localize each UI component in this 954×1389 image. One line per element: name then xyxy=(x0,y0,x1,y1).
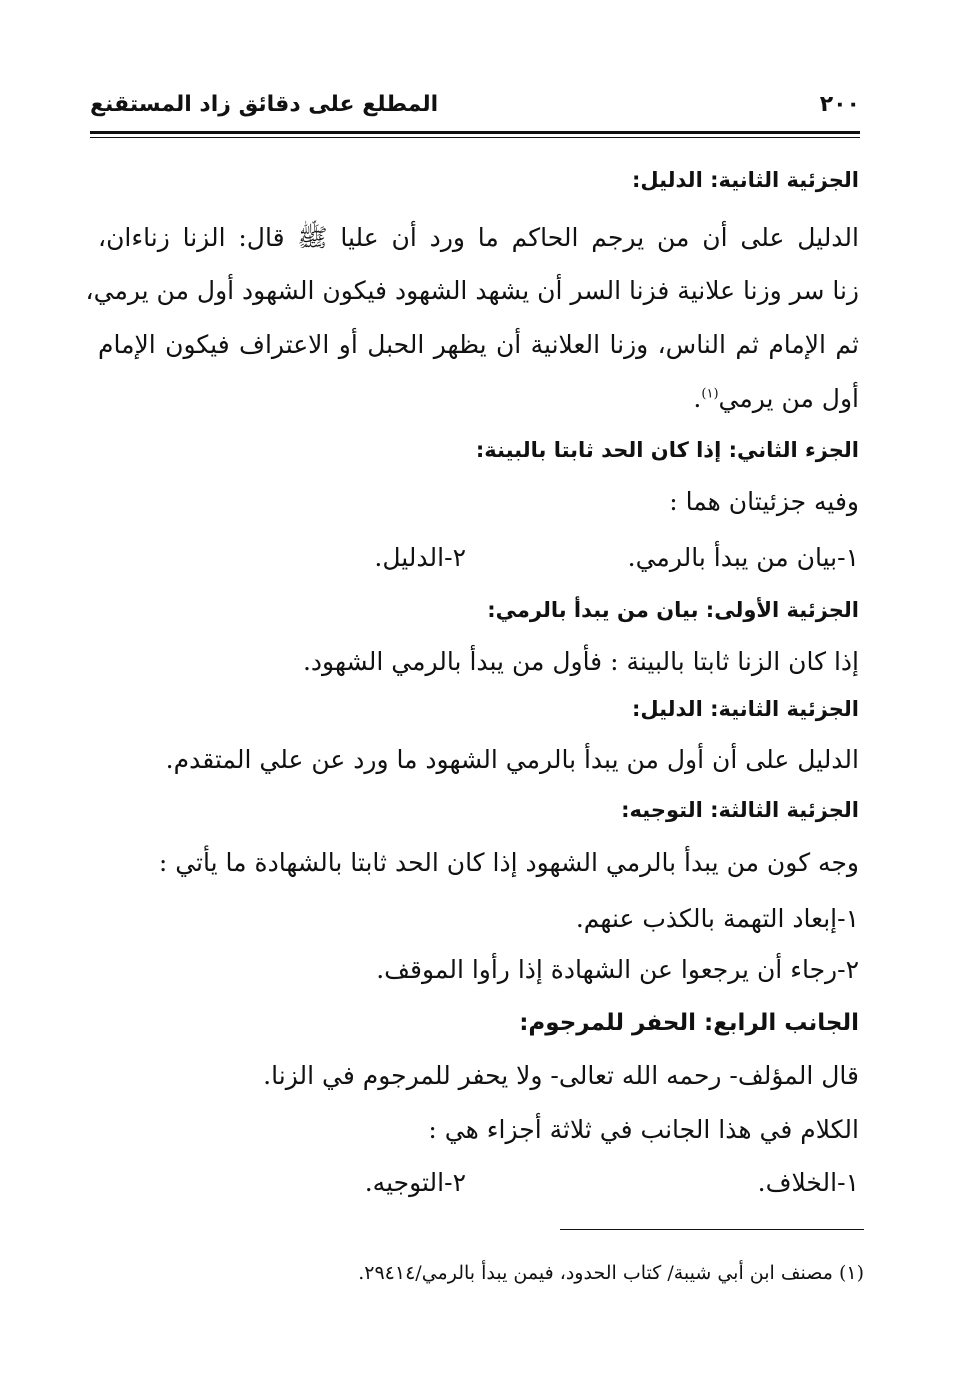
subsection-heading-reasoning: الجزئية الثالثة: التوجيه: xyxy=(621,798,859,822)
paragraph-witnesses-first: إذا كان الزنا ثابتا بالبينة : فأول من يبدأ بالرمي الشهود. xyxy=(302,647,859,676)
subsection-heading-first: الجزئية الأولى: بيان من يبدأ بالرمي: xyxy=(487,598,859,622)
header-rule-thin xyxy=(90,137,860,138)
list-item-disagreement: ١-الخلاف. xyxy=(757,1168,859,1197)
paragraph-line-1: الدليل على أن من يرجم الحاكم ما ورد أن عليا ﷺ قال: الزنا زناءان، xyxy=(98,223,859,252)
subsection-heading-evidence-2: الجزئية الثانية: الدليل: xyxy=(631,697,859,721)
reason-item-2: ٢-رجاء أن يرجعوا عن الشهادة إذا رأوا الموقف. xyxy=(376,955,859,984)
reason-item-1: ١-إبعاد التهمة بالكذب عنهم. xyxy=(575,904,859,933)
running-header xyxy=(90,92,860,126)
part-heading-two: الجزء الثاني: إذا كان الحد ثابتا بالبينة: xyxy=(475,438,859,462)
paragraph-line-3: ثم الإمام ثم الناس، وزنا العلانية أن يظهر الحبل أو الاعتراف فيكون الإمام xyxy=(98,330,859,359)
footnote-rule xyxy=(560,1229,864,1230)
author-quote: قال المؤلف- رحمه الله تعالى- ولا يحفر للمرجوم في الزنا. xyxy=(263,1061,859,1090)
section-heading-fourth: الجانب الرابع: الحفر للمرجوم: xyxy=(519,1010,859,1036)
footnote: (١) مصنف ابن أبي شيبة/ كتاب الحدود، فيمن يبدأ بالرمي/٢٩٤١٤. xyxy=(358,1262,864,1284)
book-title: المطلع على دقائق زاد المستقنع xyxy=(90,92,439,117)
list-item-reasoning: ٢-التوجيه. xyxy=(364,1168,466,1197)
paragraph-line-4: أول من يرمي$^{(١)}$. xyxy=(693,384,859,413)
paragraph-two-subparts: وفيه جزئيتان هما : xyxy=(669,487,859,516)
paragraph-three-parts: الكلام في هذا الجانب في ثلاثة أجزاء هي : xyxy=(428,1115,859,1144)
page-number: ٢٠٠ xyxy=(819,92,860,117)
paragraph-reasoning: وجه كون من يبدأ بالرمي الشهود إذا كان الحد ثابتا بالشهادة ما يأتي : xyxy=(158,848,859,877)
paragraph-line-4-text: أول من يرمي xyxy=(718,384,859,413)
list-item-2: ٢-الدليل. xyxy=(374,543,466,572)
footnote-marker: (١) xyxy=(701,386,719,402)
header-rule-thick xyxy=(90,131,860,134)
paragraph-line-2: زنا سر وزنا علانية فزنا السر أن يشهد الشهود فيكون الشهود أول من يرمي، xyxy=(85,276,859,305)
list-item-1: ١-بيان من يبدأ بالرمي. xyxy=(627,543,859,572)
subsection-heading-evidence: الجزئية الثانية: الدليل: xyxy=(631,168,859,192)
paragraph-evidence-2: الدليل على أن أول من يبدأ بالرمي الشهود ما ورد عن علي المتقدم. xyxy=(165,745,859,774)
